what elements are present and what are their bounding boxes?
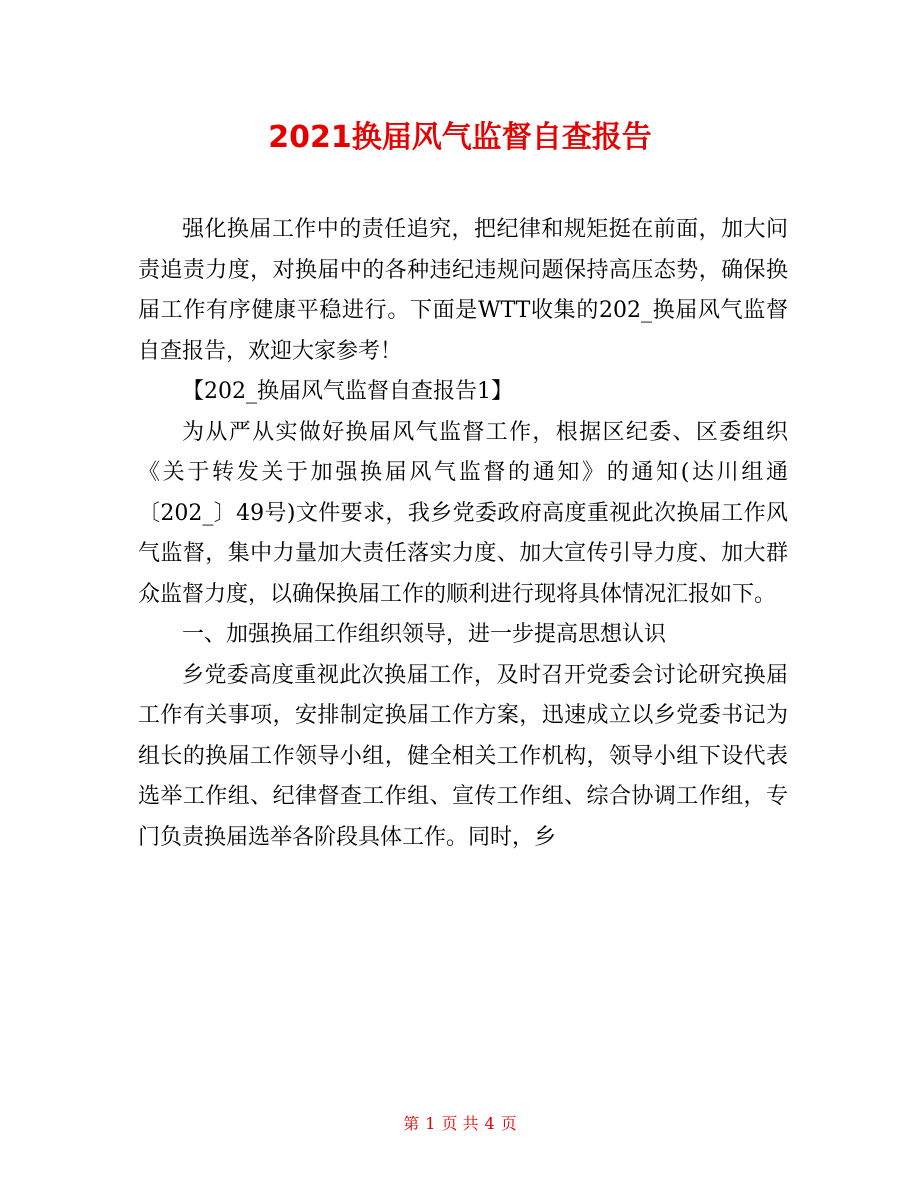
page-footer: [0, 1112, 920, 1136]
footer-page-number: 1: [425, 1114, 436, 1133]
footer-page-total: 4: [484, 1114, 495, 1133]
footer-prefix: 第: [403, 1114, 420, 1133]
paragraph-heading-one: 一、加强换届工作组织领导，进一步提高思想认识: [182, 622, 667, 647]
document-body: [138, 210, 788, 858]
paragraph-basis: 为从严从实做好换届风气监督工作，根据区纪委、区委组织《关于转发关于加强换届风气监督的通知》的通知(达川组通〔202_〕49号)文件要求，我乡党委政府高度重视此次换届工作风气监督，集中力量加大责任落实力度、加大宣传引导力度、加大群众监督力度，以确保换届工作的顺利进行现将具体情况汇报如下。: [138, 419, 788, 607]
footer-mid: 页 共: [441, 1114, 479, 1133]
paragraph-intro: 强化换届工作中的责任追究，把纪律和规矩挺在前面，加大问责追责力度，对换届中的各种违纪违规问题保持高压态势，确保换届工作有序健康平稳进行。下面是WTT收集的202_换届风气监督自查报告，欢迎大家参考！: [138, 217, 788, 364]
paragraph-leadership: 乡党委高度重视此次换届工作，及时召开党委会讨论研究换届工作有关事项，安排制定换届工作方案，迅速成立以乡党委书记为组长的换届工作领导小组，健全相关工作机构，领导小组下设代表选举工作组、纪律督查工作组、宣传工作组、综合协调工作组，专门负责换届选举各阶段具体工作。同时，乡: [138, 662, 788, 850]
footer-suffix: 页: [500, 1114, 517, 1133]
paragraph-section-heading: 【202_换届风气监督自查报告1】: [182, 379, 513, 404]
document-title: 2021换届风气监督自查报告: [268, 120, 652, 155]
